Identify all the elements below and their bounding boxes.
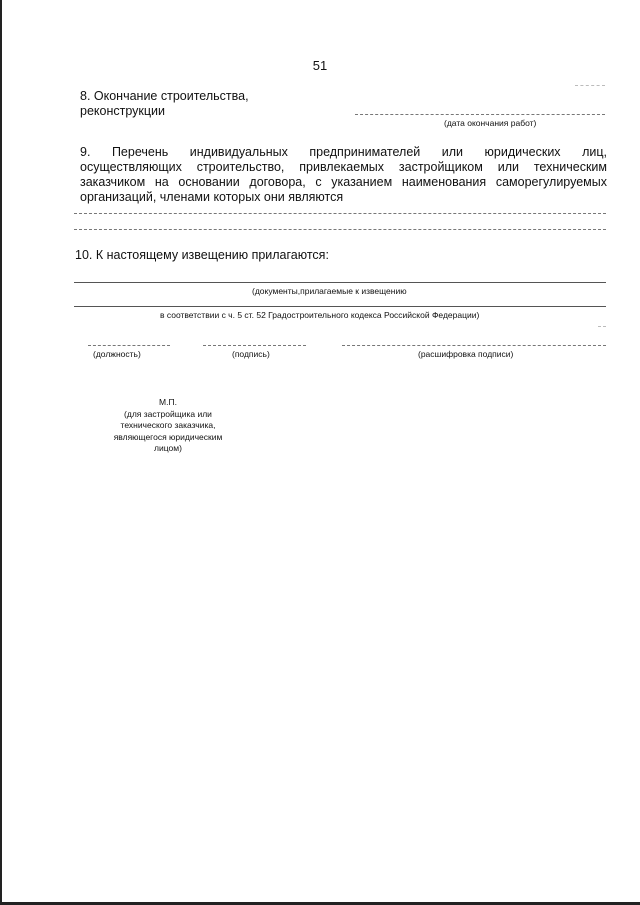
signature-caption: (подпись) bbox=[232, 349, 270, 359]
attachments-line-2[interactable] bbox=[74, 306, 606, 307]
section-9-line3: заказчиком на основании договора, с указанием наименования саморегулируемых bbox=[80, 175, 607, 189]
signature-decoding-line[interactable] bbox=[342, 345, 606, 346]
stamp-label: М.П. bbox=[159, 397, 177, 407]
attachments-line-1[interactable] bbox=[74, 282, 606, 283]
attachments-caption-1: (документы,прилагаемые к извещению bbox=[252, 286, 407, 296]
position-line[interactable] bbox=[88, 345, 170, 346]
end-date-caption: (дата окончания работ) bbox=[444, 118, 537, 128]
section-9-line1: 9. Перечень индивидуальных предпринимателей или юридических лиц, bbox=[80, 145, 607, 159]
position-caption: (должность) bbox=[93, 349, 141, 359]
margin-mark bbox=[598, 326, 606, 327]
section-9-line2: осуществляющих строительство, привлекаемых застройщиком или техническим bbox=[80, 160, 607, 174]
contractors-line-2[interactable] bbox=[74, 229, 606, 230]
stamp-note-line1: (для застройщика или bbox=[124, 408, 212, 419]
stamp-note-line3: являющегося юридическим bbox=[113, 431, 223, 442]
corner-mark bbox=[575, 85, 605, 86]
attachments-caption-2: в соответствии с ч. 5 ст. 52 Градостроительного кодекса Российской Федерации) bbox=[160, 310, 480, 320]
end-date-line[interactable] bbox=[355, 114, 605, 115]
section-8-title-line2: реконструкции bbox=[80, 104, 165, 118]
stamp-note-line2: технического заказчика, bbox=[120, 420, 216, 430]
page-number: 51 bbox=[312, 58, 328, 73]
signature-line[interactable] bbox=[203, 345, 306, 346]
stamp-block bbox=[93, 397, 243, 455]
contractors-line-1[interactable] bbox=[74, 213, 606, 214]
section-10-title: 10. К настоящему извещению прилагаются: bbox=[75, 248, 329, 262]
section-9-line4: организаций, членами которых они являются bbox=[80, 190, 344, 204]
stamp-note-line4: лицом) bbox=[154, 443, 182, 453]
page-edge-left bbox=[0, 0, 2, 905]
signature-decoding-caption: (расшифровка подписи) bbox=[418, 349, 514, 359]
section-8-title-line1: 8. Окончание строительства, bbox=[80, 89, 249, 103]
